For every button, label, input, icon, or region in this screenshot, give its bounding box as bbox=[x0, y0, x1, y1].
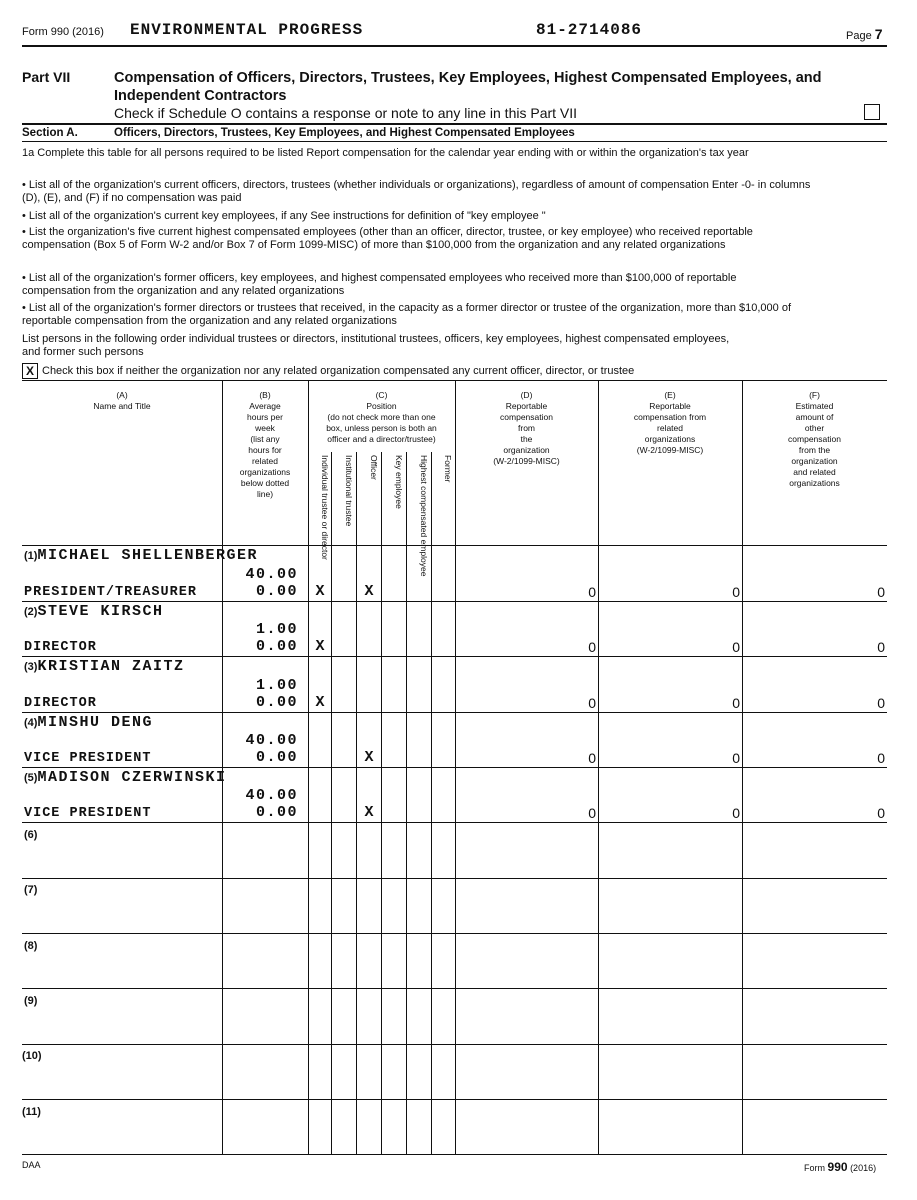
part-title: Compensation of Officers, Directors, Trustees, Key Employees, Highest Compensated Employees, and Independent Contractors bbox=[114, 70, 822, 104]
row-5-officer-check: X bbox=[364, 804, 374, 821]
col-sep-c1 bbox=[331, 452, 332, 1154]
instruction-bullet-5: • List all of the organization's former directors or trustees that received, in the capacity as a former director or trustee of the organization, more than $10,000 of reportable compensation from the organization and any related organizations bbox=[22, 302, 792, 327]
row-5-comp-e: 0 bbox=[732, 805, 740, 821]
row-4-related-hours: 0.00 bbox=[255, 749, 298, 766]
row-1-related-hours: 0.00 bbox=[255, 583, 298, 600]
row-3-title: DIRECTOR bbox=[24, 696, 97, 711]
row-5-comp-d: 0 bbox=[588, 805, 596, 821]
col-b-header: (B) Average hours per week (list any hours for related organizations below dotted line) bbox=[239, 390, 291, 499]
instruction-bullet-2: • List all of the organization's current key employees, if any See instructions for definition of "key employee " bbox=[22, 210, 546, 222]
section-rule bbox=[22, 141, 887, 142]
row-2-individual-check: X bbox=[315, 638, 325, 655]
footer-daa: DAA bbox=[22, 1160, 41, 1170]
page-label: Page bbox=[846, 30, 872, 42]
row-9-number: (9) bbox=[24, 995, 38, 1007]
instruction-bullet-4: • List all of the organization's former officers, key employees, and highest compensated employees who received more than $100,000 of reportable compensation from the organization and any related organizations bbox=[22, 272, 737, 297]
organization-name: ENVIRONMENTAL PROGRESS bbox=[130, 21, 364, 39]
row-2-name bbox=[24, 603, 163, 620]
row-rule-1 bbox=[22, 601, 887, 602]
row-rule-10 bbox=[22, 1099, 887, 1100]
row-rule-4 bbox=[22, 767, 887, 768]
row-2-hours: 1.00 bbox=[255, 621, 298, 638]
row-4-title: VICE PRESIDENT bbox=[24, 751, 152, 766]
footer-form-number: 990 bbox=[827, 1160, 848, 1174]
row-1-comp-e: 0 bbox=[732, 584, 740, 600]
row-rule-7 bbox=[22, 933, 887, 934]
row-3-name bbox=[24, 658, 184, 675]
section-a-title: Officers, Directors, Trustees, Key Employees, and Highest Compensated Employees bbox=[114, 127, 575, 139]
row-1-officer-check: X bbox=[364, 583, 374, 600]
instruction-bullet-1: • List all of the organization's current officers, directors, trustees (whether individuals or organizations), regardless of amount of compensation Enter -0- in columns (D), (E), and (F) if no compensation was paid bbox=[22, 179, 811, 204]
row-5-comp-f: 0 bbox=[877, 805, 885, 821]
col-sep-c2 bbox=[356, 452, 357, 1154]
row-3-number: (3) bbox=[24, 661, 38, 673]
header-bottom-rule bbox=[22, 545, 887, 546]
row-8-number: (8) bbox=[24, 940, 38, 952]
row-5-number: (5) bbox=[24, 772, 38, 784]
no-compensation-text: Check this box if neither the organization nor any related organization compensated any current officer, director, or trustee bbox=[42, 365, 635, 377]
row-10-number: (10) bbox=[22, 1050, 42, 1062]
section-a-label: Section A. bbox=[22, 127, 78, 139]
col-d-header: (D) Reportable compensation from the organization (W-2/1099-MISC) bbox=[493, 390, 560, 466]
col-c-officer: Officer bbox=[369, 455, 379, 480]
row-rule-3 bbox=[22, 712, 887, 713]
header-rule bbox=[22, 45, 887, 47]
row-1-comp-f: 0 bbox=[877, 584, 885, 600]
row-7-number: (7) bbox=[24, 884, 38, 896]
row-4-name bbox=[24, 714, 153, 731]
footer-form bbox=[804, 1160, 876, 1174]
row-6-number: (6) bbox=[24, 829, 38, 841]
instruction-bullet-3: • List the organization's five current highest compensated employees (other than an officer, director, trustee, or key employee) who received reportable compensation (Box 5 of Form W-2 and/or Box 7 of Form 1099-MISC) of more than $100,000 from the organization and any related organizations bbox=[22, 226, 753, 251]
row-1-comp-d: 0 bbox=[588, 584, 596, 600]
part-label: Part VII bbox=[22, 69, 71, 85]
row-5-related-hours: 0.00 bbox=[255, 804, 298, 821]
row-1-individual-check: X bbox=[315, 583, 325, 600]
row-2-comp-e: 0 bbox=[732, 639, 740, 655]
ein: 81-2714086 bbox=[536, 21, 643, 39]
row-3-individual-check: X bbox=[315, 694, 325, 711]
part-rule bbox=[22, 123, 887, 125]
instruction-1a: 1a Complete this table for all persons required to be listed Report compensation for the calendar year ending with or within the organization's tax year bbox=[22, 147, 749, 159]
row-4-number: (4) bbox=[24, 717, 38, 729]
row-11-number: (11) bbox=[22, 1106, 41, 1118]
instruction-order: List persons in the following order individual trustees or directors, institutional trustees, officers, key employees, highest compensated employees, and former such persons bbox=[22, 333, 730, 358]
row-3-related-hours: 0.00 bbox=[255, 694, 298, 711]
row-rule-9 bbox=[22, 1044, 887, 1045]
row-rule-2 bbox=[22, 656, 887, 657]
row-rule-5 bbox=[22, 822, 887, 823]
row-4-name-text: MINSHU DENG bbox=[37, 714, 153, 731]
row-1-number: (1) bbox=[24, 550, 38, 562]
row-3-comp-d: 0 bbox=[588, 695, 596, 711]
row-4-comp-f: 0 bbox=[877, 750, 885, 766]
form-label: Form 990 (2016) bbox=[22, 26, 104, 38]
col-c-highest-compensated: Highest compensated employee bbox=[419, 455, 429, 577]
row-3-hours: 1.00 bbox=[255, 677, 298, 694]
row-1-hours: 40.00 bbox=[245, 566, 298, 583]
row-4-officer-check: X bbox=[364, 749, 374, 766]
row-2-related-hours: 0.00 bbox=[255, 638, 298, 655]
row-3-comp-f: 0 bbox=[877, 695, 885, 711]
col-sep-c3 bbox=[381, 452, 382, 1154]
row-rule-6 bbox=[22, 878, 887, 879]
row-5-name-text: MADISON CZERWINSKI bbox=[37, 769, 227, 786]
col-f-header: (F) Estimated amount of other compensation from the organization and related organizations bbox=[788, 390, 841, 488]
row-2-number: (2) bbox=[24, 606, 38, 618]
footer-form-prefix: Form bbox=[804, 1163, 825, 1173]
row-3-comp-e: 0 bbox=[732, 695, 740, 711]
row-4-comp-d: 0 bbox=[588, 750, 596, 766]
col-c-former: Former bbox=[443, 455, 453, 483]
row-2-comp-f: 0 bbox=[877, 639, 885, 655]
row-5-name bbox=[24, 769, 226, 786]
row-5-hours: 40.00 bbox=[245, 787, 298, 804]
col-a-header: (A) Name and Title bbox=[93, 390, 151, 411]
row-4-hours: 40.00 bbox=[245, 732, 298, 749]
no-compensation-checkbox[interactable]: X bbox=[22, 363, 38, 379]
row-5-title: VICE PRESIDENT bbox=[24, 806, 152, 821]
col-sep-c5 bbox=[431, 452, 432, 1154]
col-c-header: (C) Position (do not check more than one box, unless person is both an officer and a director/trustee) bbox=[326, 390, 437, 444]
row-2-name-text: STEVE KIRSCH bbox=[37, 603, 164, 620]
page-number-value: 7 bbox=[874, 26, 883, 42]
col-e-header: (E) Reportable compensation from related organizations (W-2/1099-MISC) bbox=[633, 390, 707, 455]
table-bottom-rule bbox=[22, 1154, 887, 1155]
row-rule-8 bbox=[22, 988, 887, 989]
schedule-o-checkbox[interactable] bbox=[864, 104, 880, 120]
col-c-individual: Individual trustee or director bbox=[320, 455, 330, 560]
row-1-name bbox=[24, 547, 258, 564]
row-2-title: DIRECTOR bbox=[24, 640, 97, 655]
row-1-title: PRESIDENT/TREASURER bbox=[24, 585, 197, 600]
col-c-key-employee: Key employee bbox=[394, 455, 404, 509]
schedule-o-text: Check if Schedule O contains a response or note to any line in this Part VII bbox=[114, 105, 578, 121]
footer-form-year: (2016) bbox=[850, 1163, 877, 1173]
col-sep-c4 bbox=[406, 452, 407, 1154]
row-4-comp-e: 0 bbox=[732, 750, 740, 766]
col-c-institutional: Institutional trustee bbox=[344, 455, 354, 527]
page-number bbox=[846, 26, 883, 42]
row-2-comp-d: 0 bbox=[588, 639, 596, 655]
row-3-name-text: KRISTIAN ZAITZ bbox=[37, 658, 185, 675]
row-1-name-text: MICHAEL SHELLENBERGER bbox=[37, 547, 258, 564]
